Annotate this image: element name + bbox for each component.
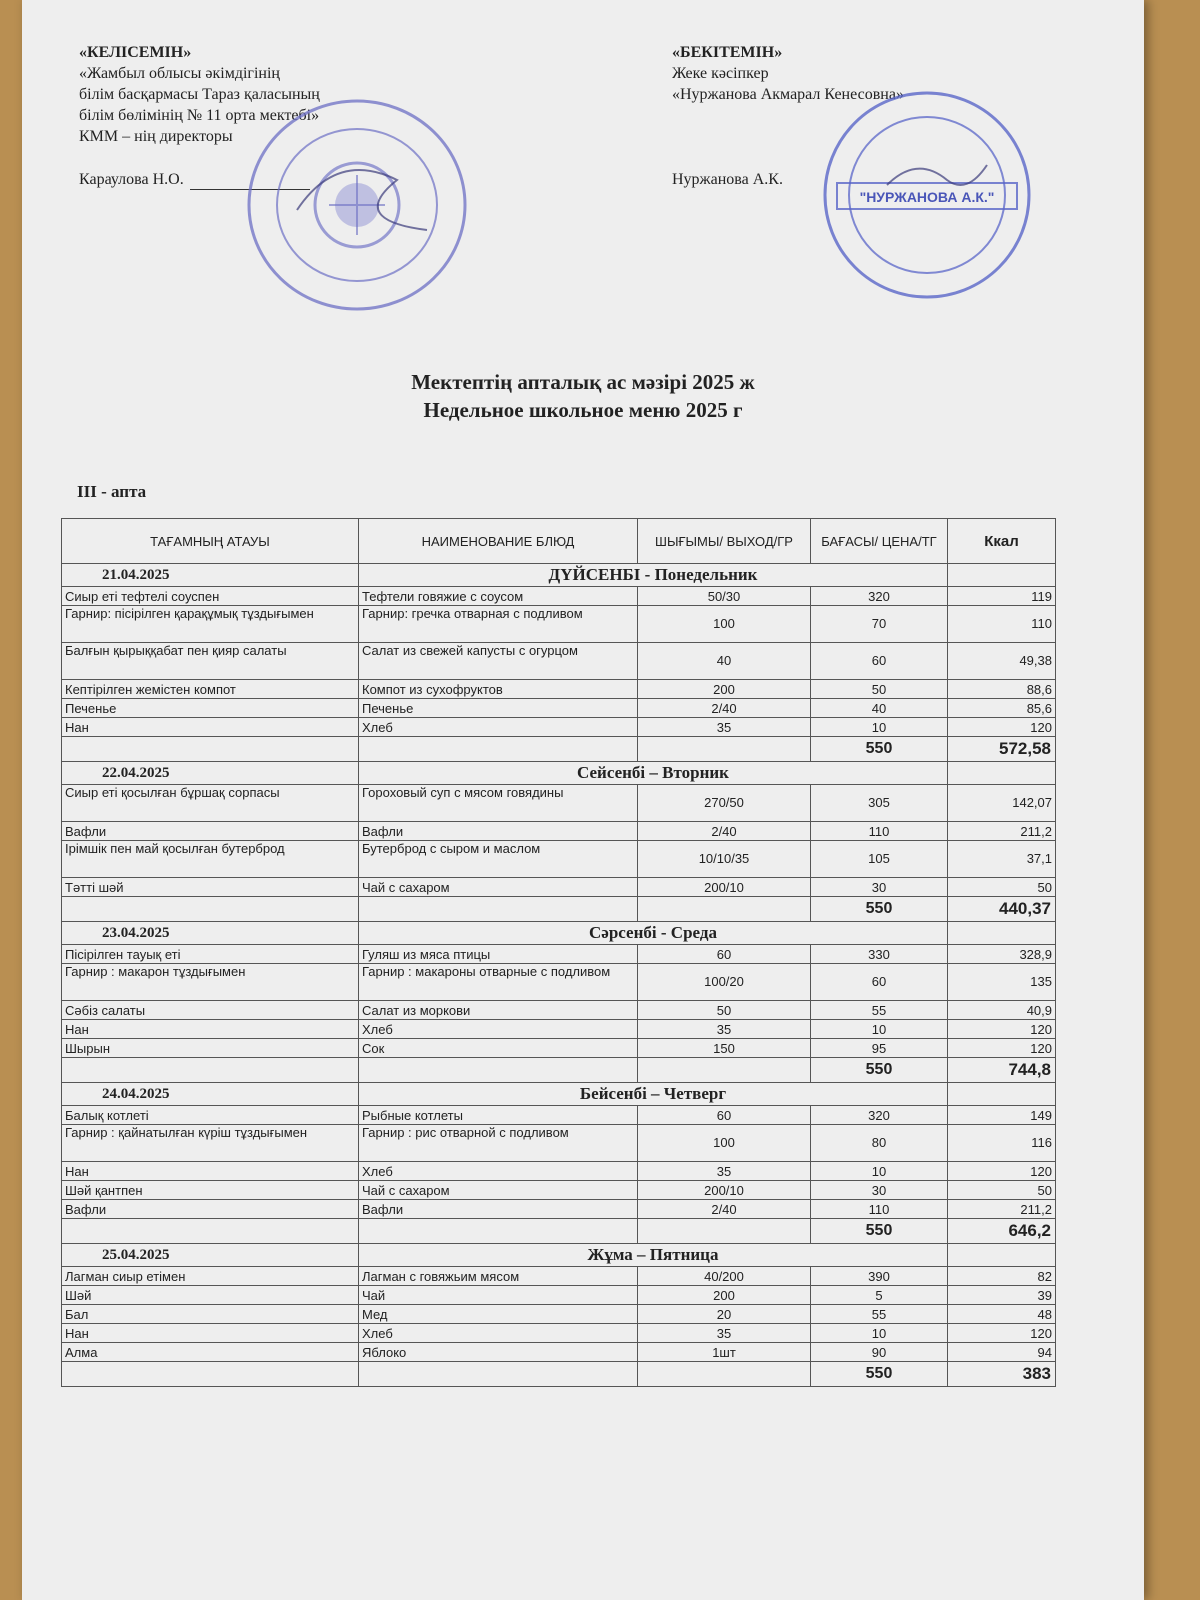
dish-name-kz: Гарнир : макарон тұздығымен <box>62 964 359 1001</box>
dish-kcal: 120 <box>948 1020 1056 1039</box>
dish-price: 55 <box>811 1305 948 1324</box>
empty-cell <box>62 897 359 922</box>
menu-table-body <box>62 564 1056 1387</box>
week-label: ІІІ - апта <box>77 482 147 501</box>
dish-name-kz: Гарнир : қайнатылған күріш тұздығымен <box>62 1125 359 1162</box>
dish-name-kz: Печенье <box>62 699 359 718</box>
approval-right-line: Жеке кәсіпкер <box>672 65 769 82</box>
dish-name-kz: Нан <box>62 1324 359 1343</box>
dish-output: 200/10 <box>638 878 811 897</box>
total-kcal: 572,58 <box>948 737 1056 762</box>
table-header-row <box>62 519 1056 564</box>
dish-output: 2/40 <box>638 699 811 718</box>
dish-output: 200/10 <box>638 1181 811 1200</box>
dish-price: 320 <box>811 587 948 606</box>
empty-cell <box>359 1219 638 1244</box>
dish-price: 50 <box>811 680 948 699</box>
dish-output: 35 <box>638 718 811 737</box>
dish-name-ru: Гарнир: гречка отварная с подливом <box>359 606 638 643</box>
dish-price: 305 <box>811 785 948 822</box>
empty-cell <box>62 1219 359 1244</box>
total-row <box>62 737 1056 762</box>
dish-kcal: 40,9 <box>948 1001 1056 1020</box>
dish-name-kz: Нан <box>62 1162 359 1181</box>
dish-kcal: 49,38 <box>948 643 1056 680</box>
dish-name-ru: Чай <box>359 1286 638 1305</box>
dish-price: 55 <box>811 1001 948 1020</box>
total-price: 550 <box>811 737 948 762</box>
day-date: 21.04.2025 <box>62 564 359 587</box>
table-row <box>62 785 1056 822</box>
dish-output: 200 <box>638 1286 811 1305</box>
dish-output: 60 <box>638 945 811 964</box>
approval-left-line: білім бөлімінің № 11 орта мектебі» <box>79 107 320 124</box>
dish-name-kz: Нан <box>62 1020 359 1039</box>
dish-kcal: 82 <box>948 1267 1056 1286</box>
day-header-row <box>62 1244 1056 1267</box>
dish-price: 95 <box>811 1039 948 1058</box>
day-name: Сәрсенбі - Среда <box>359 922 948 945</box>
dish-kcal: 88,6 <box>948 680 1056 699</box>
table-row <box>62 1125 1056 1162</box>
table-row <box>62 643 1056 680</box>
table-row <box>62 1305 1056 1324</box>
dish-name-ru: Чай с сахаром <box>359 878 638 897</box>
dish-kcal: 85,6 <box>948 699 1056 718</box>
col-header-kcal: Ккал <box>948 519 1056 564</box>
dish-kcal: 50 <box>948 1181 1056 1200</box>
empty-cell <box>948 564 1056 587</box>
dish-output: 50 <box>638 1001 811 1020</box>
empty-cell <box>948 922 1056 945</box>
dish-output: 270/50 <box>638 785 811 822</box>
day-date: 22.04.2025 <box>62 762 359 785</box>
dish-name-kz: Сәбіз салаты <box>62 1001 359 1020</box>
approval-left-signer: Караулова Н.О. <box>79 171 184 188</box>
dish-name-ru: Рыбные котлеты <box>359 1106 638 1125</box>
dish-name-kz: Вафли <box>62 1200 359 1219</box>
total-price: 550 <box>811 1362 948 1387</box>
day-header-row <box>62 1083 1056 1106</box>
dish-name-ru: Лагман с говяжьим мясом <box>359 1267 638 1286</box>
empty-cell <box>638 897 811 922</box>
dish-name-kz: Сиыр еті қосылған бұршақ сорпасы <box>62 785 359 822</box>
empty-cell <box>359 1058 638 1083</box>
empty-cell <box>62 1058 359 1083</box>
total-row <box>62 1219 1056 1244</box>
dish-name-ru: Чай с сахаром <box>359 1181 638 1200</box>
day-header-row <box>62 762 1056 785</box>
dish-name-ru: Бутерброд с сыром и маслом <box>359 841 638 878</box>
empty-cell <box>948 1083 1056 1106</box>
dish-output: 100 <box>638 1125 811 1162</box>
day-header-row <box>62 564 1056 587</box>
dish-kcal: 94 <box>948 1343 1056 1362</box>
day-header-row <box>62 922 1056 945</box>
dish-kcal: 116 <box>948 1125 1056 1162</box>
dish-kcal: 39 <box>948 1286 1056 1305</box>
page-title <box>22 368 1144 424</box>
approval-right-title: «БЕКІТЕМІН» <box>672 44 783 61</box>
dish-kcal: 149 <box>948 1106 1056 1125</box>
total-row <box>62 1362 1056 1387</box>
table-row <box>62 1020 1056 1039</box>
dish-output: 35 <box>638 1162 811 1181</box>
table-row <box>62 1286 1056 1305</box>
dish-output: 40/200 <box>638 1267 811 1286</box>
dish-output: 50/30 <box>638 587 811 606</box>
empty-cell <box>638 737 811 762</box>
dish-price: 10 <box>811 718 948 737</box>
dish-name-ru: Печенье <box>359 699 638 718</box>
dish-name-kz: Алма <box>62 1343 359 1362</box>
dish-name-kz: Шәй <box>62 1286 359 1305</box>
col-header-name-kz: ТАҒАМНЫҢ АТАУЫ <box>62 519 359 564</box>
dish-price: 30 <box>811 1181 948 1200</box>
total-kcal: 646,2 <box>948 1219 1056 1244</box>
dish-name-kz: Балғын қырыққабат пен қияр салаты <box>62 643 359 680</box>
day-date: 24.04.2025 <box>62 1083 359 1106</box>
empty-cell <box>359 737 638 762</box>
approval-left-line: білім басқармасы Тараз қаласының <box>79 86 320 103</box>
dish-name-ru: Хлеб <box>359 1324 638 1343</box>
empty-cell <box>948 1244 1056 1267</box>
dish-price: 10 <box>811 1020 948 1039</box>
total-price: 550 <box>811 1058 948 1083</box>
dish-kcal: 37,1 <box>948 841 1056 878</box>
day-name: Жұма – Пятница <box>359 1244 948 1267</box>
total-row <box>62 1058 1056 1083</box>
dish-output: 10/10/35 <box>638 841 811 878</box>
empty-cell <box>948 762 1056 785</box>
table-row <box>62 1324 1056 1343</box>
dish-price: 60 <box>811 964 948 1001</box>
dish-price: 90 <box>811 1343 948 1362</box>
total-kcal: 744,8 <box>948 1058 1056 1083</box>
dish-kcal: 48 <box>948 1305 1056 1324</box>
total-price: 550 <box>811 1219 948 1244</box>
dish-price: 80 <box>811 1125 948 1162</box>
menu-table <box>61 518 1056 1387</box>
dish-name-ru: Вафли <box>359 822 638 841</box>
total-row <box>62 897 1056 922</box>
dish-kcal: 328,9 <box>948 945 1056 964</box>
table-row <box>62 680 1056 699</box>
dish-name-kz: Лагман сиыр етімен <box>62 1267 359 1286</box>
day-name: ДҮЙСЕНБІ - Понедельник <box>359 564 948 587</box>
school-seal-stamp <box>237 90 477 320</box>
table-row <box>62 1001 1056 1020</box>
day-date: 25.04.2025 <box>62 1244 359 1267</box>
approval-left-line: КММ – нің директоры <box>79 128 233 145</box>
table-row <box>62 718 1056 737</box>
dish-price: 390 <box>811 1267 948 1286</box>
dish-output: 35 <box>638 1020 811 1039</box>
approval-left-title: «КЕЛІСЕМІН» <box>79 44 192 61</box>
empty-cell <box>62 737 359 762</box>
dish-kcal: 120 <box>948 1162 1056 1181</box>
empty-cell <box>638 1362 811 1387</box>
dish-name-kz: Бал <box>62 1305 359 1324</box>
table-row <box>62 1343 1056 1362</box>
col-header-output: ШЫҒЫМЫ/ ВЫХОД/ГР <box>638 519 811 564</box>
dish-name-ru: Мед <box>359 1305 638 1324</box>
dish-name-ru: Гарнир : рис отварной с подливом <box>359 1125 638 1162</box>
dish-kcal: 142,07 <box>948 785 1056 822</box>
empty-cell <box>638 1219 811 1244</box>
dish-name-kz: Вафли <box>62 822 359 841</box>
dish-kcal: 211,2 <box>948 822 1056 841</box>
dish-output: 150 <box>638 1039 811 1058</box>
dish-price: 5 <box>811 1286 948 1305</box>
table-row <box>62 587 1056 606</box>
table-row <box>62 945 1056 964</box>
dish-price: 320 <box>811 1106 948 1125</box>
table-row <box>62 822 1056 841</box>
table-row <box>62 1039 1056 1058</box>
dish-name-ru: Салат из моркови <box>359 1001 638 1020</box>
dish-name-kz: Пісірілген тауық еті <box>62 945 359 964</box>
empty-cell <box>62 1362 359 1387</box>
dish-name-kz: Тәтті шәй <box>62 878 359 897</box>
dish-name-ru: Гороховый суп с мясом говядины <box>359 785 638 822</box>
table-row <box>62 699 1056 718</box>
col-header-name-ru: НАИМЕНОВАНИЕ БЛЮД <box>359 519 638 564</box>
dish-kcal: 119 <box>948 587 1056 606</box>
dish-name-ru: Гарнир : макароны отварные с подливом <box>359 964 638 1001</box>
title-ru: Недельное школьное меню 2025 г <box>423 398 743 422</box>
dish-kcal: 120 <box>948 1039 1056 1058</box>
approval-right-line: «Нуржанова Акмарал Кенесовна» <box>672 86 904 103</box>
dish-price: 70 <box>811 606 948 643</box>
empty-cell <box>638 1058 811 1083</box>
dish-kcal: 120 <box>948 1324 1056 1343</box>
dish-output: 20 <box>638 1305 811 1324</box>
dish-name-kz: Ірімшік пен май қосылған бутерброд <box>62 841 359 878</box>
dish-name-kz: Шырын <box>62 1039 359 1058</box>
dish-output: 100/20 <box>638 964 811 1001</box>
table-row <box>62 1106 1056 1125</box>
empty-cell <box>359 1362 638 1387</box>
day-name: Сейсенбі – Вторник <box>359 762 948 785</box>
dish-name-kz: Сиыр еті тефтелі соуспен <box>62 587 359 606</box>
dish-kcal: 110 <box>948 606 1056 643</box>
dish-output: 40 <box>638 643 811 680</box>
dish-kcal: 50 <box>948 878 1056 897</box>
table-row <box>62 841 1056 878</box>
dish-kcal: 135 <box>948 964 1056 1001</box>
col-header-price: БАҒАСЫ/ ЦЕНА/ТГ <box>811 519 948 564</box>
dish-kcal: 211,2 <box>948 1200 1056 1219</box>
table-row <box>62 606 1056 643</box>
dish-price: 60 <box>811 643 948 680</box>
dish-name-kz: Шәй қантпен <box>62 1181 359 1200</box>
dish-name-kz: Кептірілген жемістен компот <box>62 680 359 699</box>
dish-price: 110 <box>811 822 948 841</box>
dish-price: 10 <box>811 1162 948 1181</box>
total-kcal: 440,37 <box>948 897 1056 922</box>
dish-name-kz: Балық котлеті <box>62 1106 359 1125</box>
empty-cell <box>359 897 638 922</box>
dish-output: 60 <box>638 1106 811 1125</box>
dish-name-ru: Тефтели говяжие с соусом <box>359 587 638 606</box>
total-price: 550 <box>811 897 948 922</box>
dish-kcal: 120 <box>948 718 1056 737</box>
approval-left-line: «Жамбыл облысы әкімдігінің <box>79 65 280 82</box>
table-row <box>62 1200 1056 1219</box>
dish-output: 200 <box>638 680 811 699</box>
dish-output: 35 <box>638 1324 811 1343</box>
entrepreneur-seal-stamp <box>817 85 1037 305</box>
table-row <box>62 1181 1056 1200</box>
day-date: 23.04.2025 <box>62 922 359 945</box>
dish-name-kz: Нан <box>62 718 359 737</box>
dish-output: 100 <box>638 606 811 643</box>
dish-name-ru: Компот из сухофруктов <box>359 680 638 699</box>
dish-name-ru: Гуляш из мяса птицы <box>359 945 638 964</box>
table-row <box>62 1267 1056 1286</box>
day-name: Бейсенбі – Четверг <box>359 1083 948 1106</box>
dish-name-ru: Вафли <box>359 1200 638 1219</box>
table-row <box>62 1162 1056 1181</box>
dish-name-ru: Сок <box>359 1039 638 1058</box>
table-row <box>62 964 1056 1001</box>
total-kcal: 383 <box>948 1362 1056 1387</box>
table-row <box>62 878 1056 897</box>
dish-name-ru: Хлеб <box>359 718 638 737</box>
dish-output: 2/40 <box>638 1200 811 1219</box>
dish-name-kz: Гарнир: пісірілген қарақұмық тұздығымен <box>62 606 359 643</box>
dish-price: 30 <box>811 878 948 897</box>
dish-output: 2/40 <box>638 822 811 841</box>
dish-price: 330 <box>811 945 948 964</box>
dish-output: 1шт <box>638 1343 811 1362</box>
document-page <box>22 0 1144 1600</box>
seal-name-text: "НУРЖАНОВА А.К." <box>859 189 995 205</box>
title-kz: Мектептің апталық ас мәзірі 2025 ж <box>411 370 755 394</box>
dish-name-ru: Хлеб <box>359 1020 638 1039</box>
dish-name-ru: Салат из свежей капусты с огурцом <box>359 643 638 680</box>
dish-price: 10 <box>811 1324 948 1343</box>
approval-right-signer: Нуржанова А.К. <box>672 171 783 188</box>
dish-name-ru: Хлеб <box>359 1162 638 1181</box>
dish-price: 105 <box>811 841 948 878</box>
dish-price: 110 <box>811 1200 948 1219</box>
dish-name-ru: Яблоко <box>359 1343 638 1362</box>
dish-price: 40 <box>811 699 948 718</box>
